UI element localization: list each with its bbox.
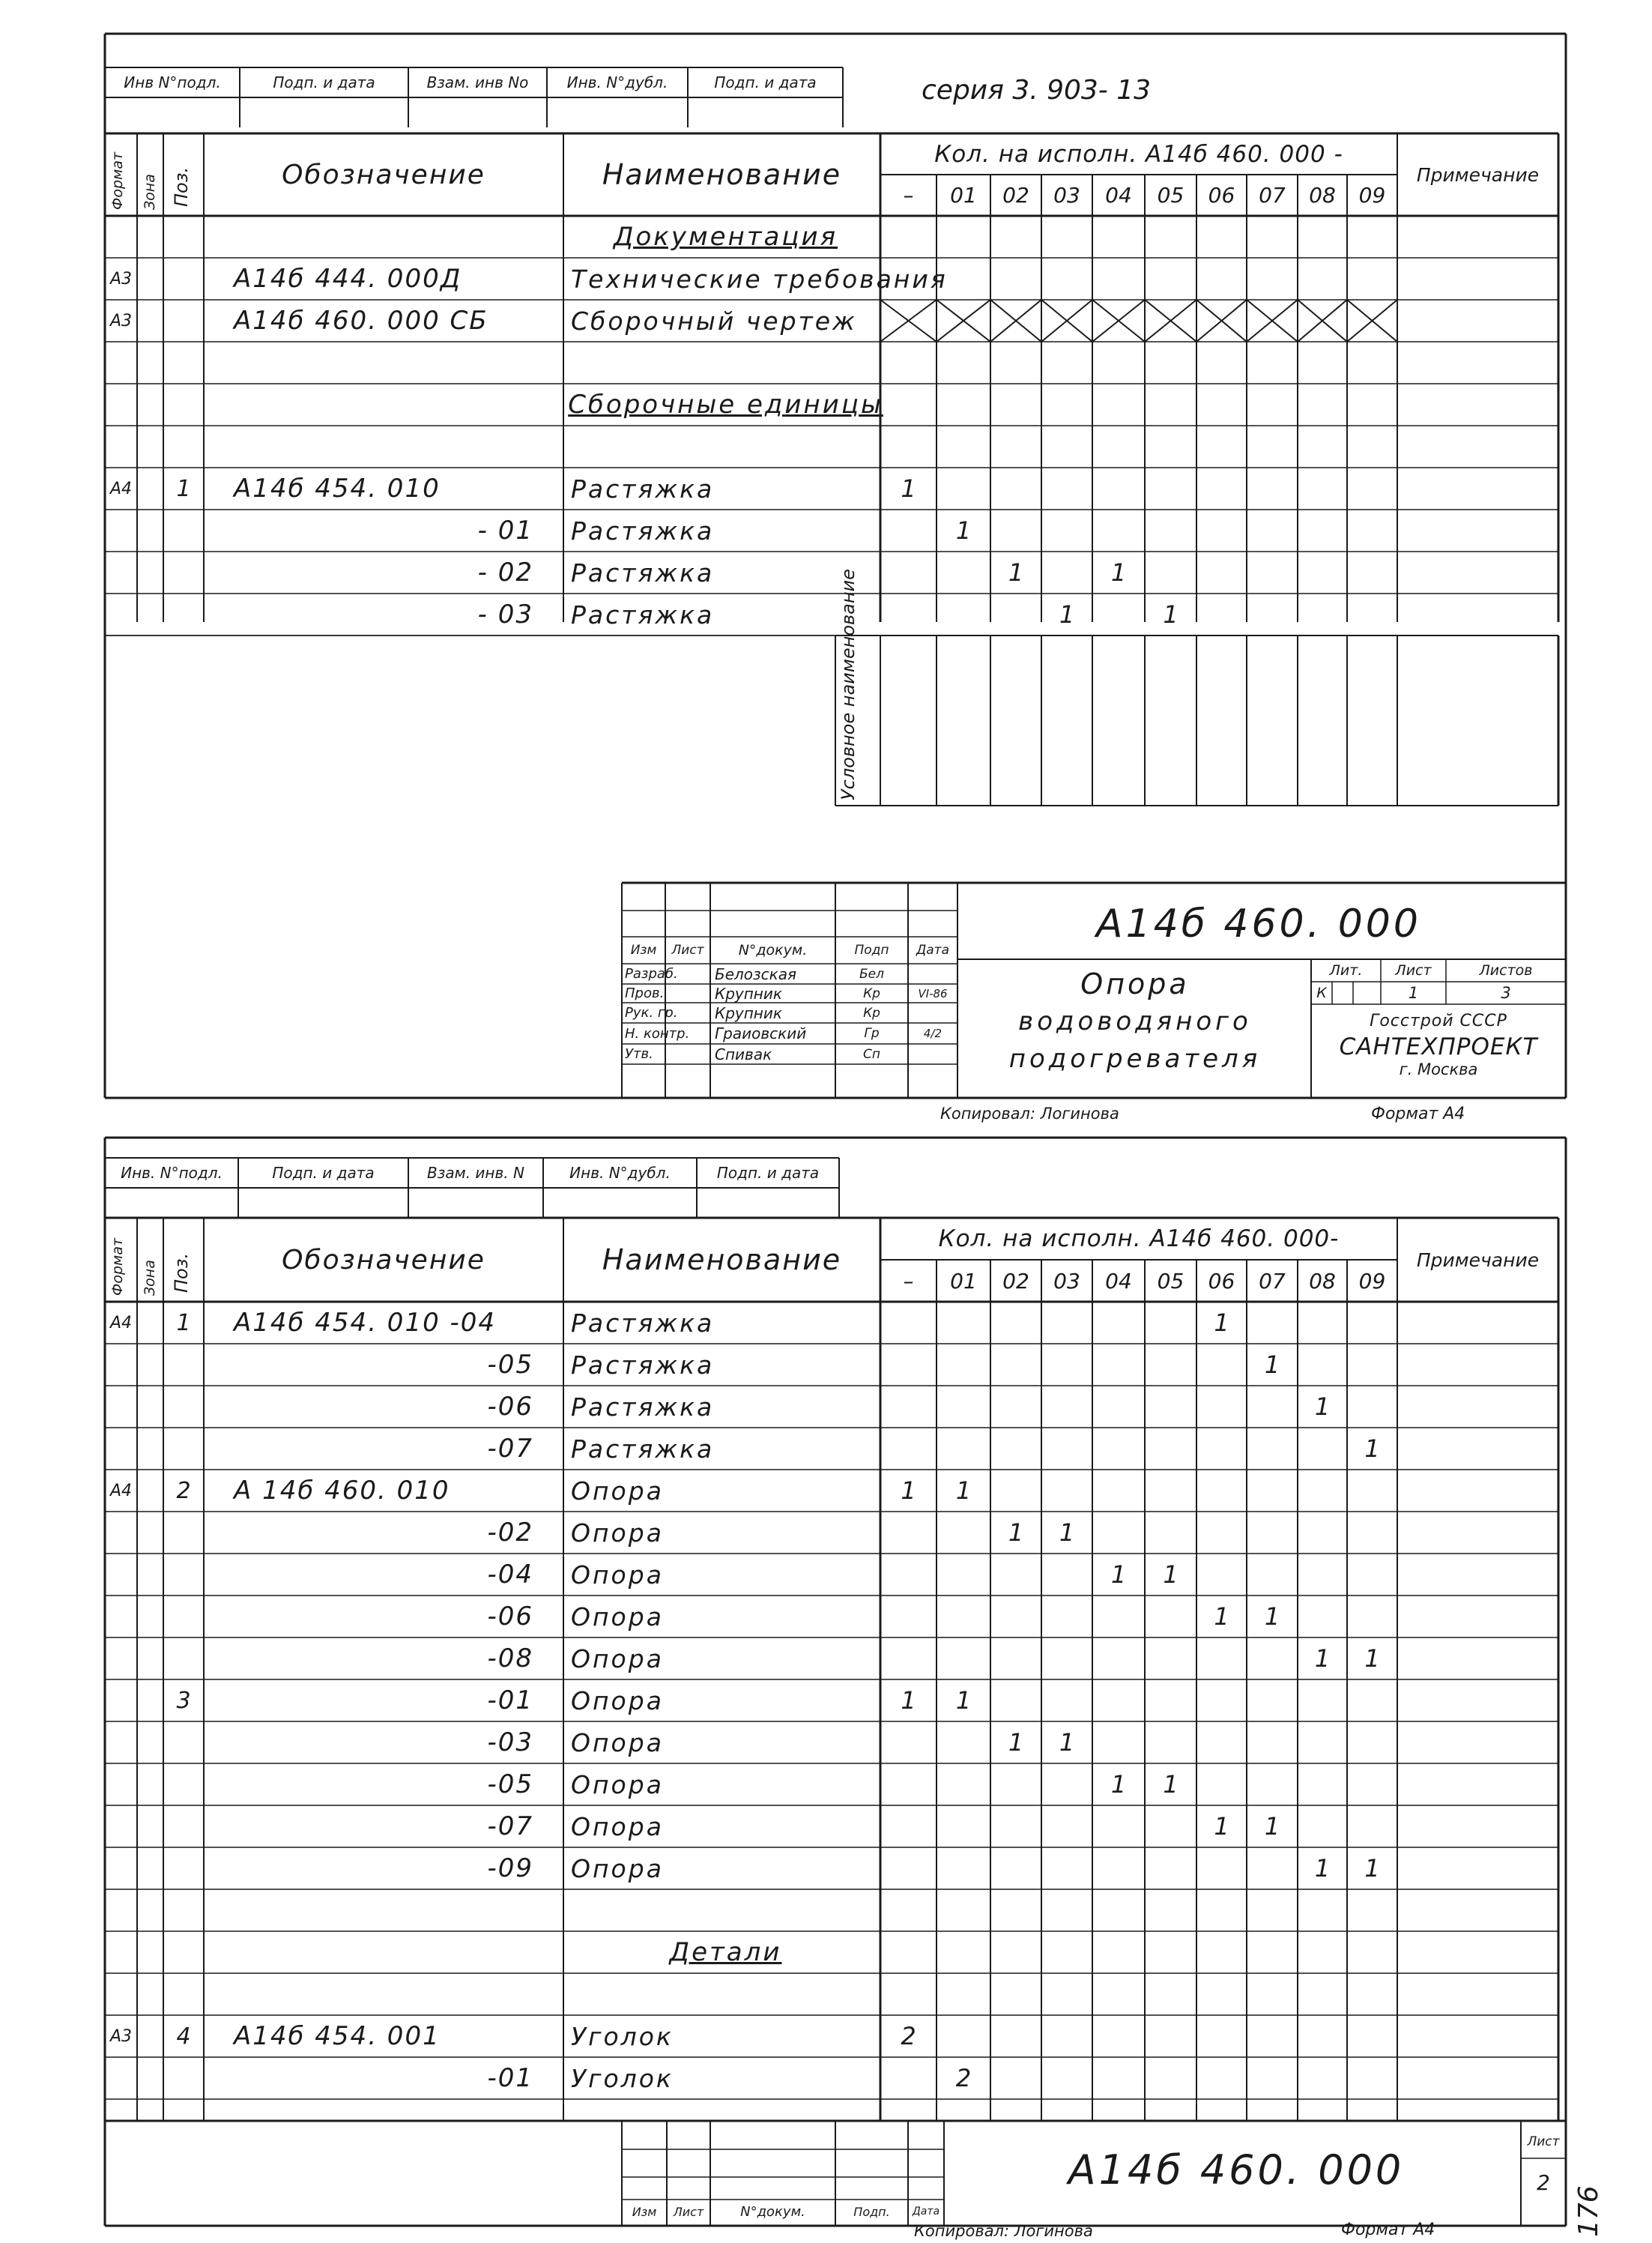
- signer-name: Белозская: [715, 964, 797, 983]
- organization-institute: САНТЕХПРОЕКТ: [1339, 1033, 1538, 1060]
- zone-column-header: Зона: [142, 1260, 158, 1296]
- qty-value: 1: [1008, 558, 1024, 587]
- variant-header-07: 07: [1259, 183, 1286, 208]
- stamp-header-cell: Подп. и дата: [714, 73, 817, 91]
- variant-header-03: 03: [1053, 183, 1080, 208]
- qty-value: 1: [901, 1686, 916, 1715]
- row-designation: А14б 460. 000 СБ: [234, 306, 488, 336]
- row-designation: А14б 444. 000Д: [234, 264, 462, 294]
- signer-date: 4/2: [923, 1027, 943, 1040]
- row-designation: -06: [487, 1392, 533, 1422]
- qty-value: 1: [1110, 1560, 1127, 1589]
- qty-value: 1: [955, 516, 972, 545]
- row-name: Растяжка: [571, 1350, 715, 1380]
- signer-role: Пров.: [625, 985, 665, 1001]
- qty-value: 1: [1059, 1728, 1075, 1757]
- stamp-header-cell: Подп. и дата: [272, 1164, 375, 1182]
- qty-value: 1: [1314, 1392, 1331, 1421]
- format-column-header: Формат: [109, 151, 126, 210]
- qty-value: 1: [1008, 1518, 1024, 1547]
- signer-name: Граиовский: [715, 1024, 807, 1042]
- hdr-list: Лист: [673, 2204, 704, 2219]
- signer-signature: Сп: [863, 1046, 880, 1062]
- variant-header-09: 09: [1358, 183, 1386, 208]
- variant-header-04: 04: [1105, 1268, 1132, 1293]
- hdr-ndoc: N°докум.: [740, 2203, 805, 2220]
- row-position: 4: [176, 2023, 191, 2050]
- qty-value: 1: [1059, 1518, 1075, 1547]
- row-name: Растяжка: [571, 1308, 715, 1338]
- document-number: А14б 460. 000: [1068, 2146, 1405, 2194]
- qty-value: 1: [1264, 1602, 1280, 1631]
- variant-header-08: 08: [1309, 183, 1336, 208]
- organization-ministry: Госстрой СССР: [1370, 1011, 1507, 1030]
- zone-column-header: Зона: [142, 174, 158, 210]
- stamp-header-cell: Взам. инв No: [426, 73, 529, 91]
- row-name: Уголок: [571, 2063, 674, 2093]
- signer-name: Крупник: [715, 1003, 782, 1022]
- row-designation: -01: [487, 1685, 533, 1715]
- qty-value: 1: [955, 1686, 972, 1715]
- signer-role: Разраб.: [625, 966, 678, 982]
- row-position: 2: [176, 1477, 191, 1504]
- row-designation: -09: [487, 1853, 533, 1883]
- row-designation: -05: [487, 1769, 533, 1799]
- remark-column-header: Примечание: [1416, 1249, 1540, 1271]
- qty-value: 1: [1364, 1434, 1380, 1463]
- sheet-label: Лист: [1527, 2134, 1560, 2149]
- row-name: Опора: [571, 1560, 664, 1590]
- row-designation: -07: [487, 1811, 533, 1841]
- variant-header-03: 03: [1053, 1268, 1080, 1293]
- stamp-header-cell: Инв. N°дубл.: [566, 73, 668, 91]
- format-label: Формат А4: [1341, 2220, 1435, 2239]
- row-name: Опора: [571, 1643, 664, 1673]
- signer-signature: Кр: [863, 985, 880, 1001]
- row-name: Опора: [571, 1518, 664, 1548]
- qty-value: 1: [1008, 1728, 1024, 1757]
- pos-column-header: Поз.: [171, 166, 192, 207]
- hdr-date: Дата: [912, 2206, 940, 2218]
- row-position: 1: [176, 1309, 191, 1336]
- qty-value: 1: [1314, 1854, 1331, 1883]
- qty-value: 1: [1059, 600, 1075, 629]
- title-line: водоводяного: [1018, 1006, 1252, 1036]
- row-name: Опора: [571, 1727, 664, 1757]
- signer-role: Н. контр.: [625, 1025, 690, 1042]
- variant-header-06: 06: [1208, 183, 1235, 208]
- stamp-header-cell: Инв N°подл.: [124, 73, 221, 91]
- row-designation: -05: [487, 1350, 533, 1380]
- signer-date: VI-86: [918, 986, 948, 1000]
- signer-name: Крупник: [715, 984, 782, 1003]
- series-label: серия 3. 903- 13: [922, 74, 1152, 106]
- variant-header-02: 02: [1002, 1268, 1029, 1293]
- variant-header-base: –: [903, 1268, 914, 1293]
- row-name: Растяжка: [571, 1434, 715, 1464]
- row-format: А4: [109, 1481, 133, 1500]
- remark-column-header: Примечание: [1416, 163, 1540, 186]
- row-name: Опора: [571, 1769, 664, 1799]
- row-name: Растяжка: [571, 600, 715, 630]
- row-name: Сборочный чертеж: [571, 306, 857, 336]
- row-name: Опора: [571, 1476, 664, 1506]
- row-format: А3: [109, 311, 133, 330]
- page-number: 176: [1573, 2185, 1604, 2237]
- sheets-label: Листов: [1479, 962, 1533, 979]
- variant-header-07: 07: [1259, 1268, 1286, 1293]
- qty-value: 1: [1264, 1812, 1280, 1841]
- variant-header-04: 04: [1105, 183, 1132, 208]
- variant-header-01: 01: [950, 1268, 977, 1293]
- title-line: подогревателя: [1008, 1043, 1262, 1074]
- hdr-date: Дата: [916, 943, 950, 958]
- stamp-header-cell: Инв. N°подл.: [121, 1164, 223, 1182]
- row-format: А3: [109, 269, 133, 289]
- hdr-izm: Изм: [630, 943, 657, 958]
- signer-date: [908, 1003, 957, 1023]
- row-name: Растяжка: [571, 516, 715, 546]
- qty-value: 1: [901, 1476, 916, 1505]
- row-format: А3: [109, 2026, 133, 2046]
- qty-value: 2: [955, 2064, 972, 2092]
- signer-name: Спивак: [715, 1045, 772, 1063]
- row-designation: А14б 454. 010 -04: [234, 1308, 497, 1338]
- row-designation: А14б 454. 001: [234, 2021, 441, 2051]
- variant-header-06: 06: [1208, 1268, 1235, 1293]
- row-position: 1: [176, 475, 191, 502]
- row-format: А4: [109, 1313, 133, 1332]
- variant-header-02: 02: [1002, 183, 1029, 208]
- row-designation: -06: [487, 1602, 533, 1631]
- signer-signature: Гр: [864, 1026, 880, 1041]
- qty-value: 2: [901, 2022, 916, 2050]
- stamp-header-cell: Взам. инв. N: [427, 1164, 524, 1182]
- signer-role: Утв.: [625, 1046, 653, 1062]
- copied-by: Копировал: Логинова: [914, 2222, 1093, 2240]
- conditional-name-label: Условное наименование: [838, 569, 859, 800]
- format-label: Формат А4: [1371, 1104, 1465, 1123]
- row-designation: А14б 454. 010: [234, 474, 441, 504]
- section-heading: Документация: [613, 222, 838, 252]
- qty-value: 1: [901, 474, 916, 503]
- copied-by: Копировал: Логинова: [940, 1105, 1119, 1123]
- row-designation: -04: [487, 1560, 533, 1590]
- name-column-header: Наименование: [602, 158, 842, 191]
- variant-header-09: 09: [1358, 1268, 1386, 1293]
- row-designation: -02: [487, 1518, 533, 1548]
- row-name: Растяжка: [571, 1392, 715, 1422]
- variant-header-base: –: [903, 183, 914, 208]
- sheet-label: Лист: [1395, 962, 1432, 979]
- row-name: Опора: [571, 1811, 664, 1841]
- designation-column-header: Обозначение: [282, 159, 485, 190]
- signer-date: [908, 1044, 957, 1064]
- row-name: Растяжка: [571, 558, 715, 588]
- qty-value: 1: [955, 1476, 972, 1505]
- hdr-podp: Подп: [854, 943, 889, 958]
- variant-header-05: 05: [1157, 183, 1184, 208]
- qty-value: 1: [1110, 1770, 1127, 1799]
- qty-value: 1: [1364, 1854, 1380, 1883]
- hdr-podp: Подп.: [853, 2204, 890, 2219]
- sheets-value: 3: [1501, 984, 1511, 1002]
- lit-label: Лит.: [1329, 962, 1363, 979]
- qty-value: 1: [1163, 1770, 1179, 1799]
- section-heading: Сборочные единицы: [568, 390, 883, 420]
- lit-value: К: [1316, 985, 1327, 1001]
- row-designation: -07: [487, 1434, 533, 1464]
- qty-value: 1: [1314, 1644, 1331, 1673]
- name-column-header: Наименование: [602, 1243, 842, 1276]
- hdr-ndoc: N°докум.: [738, 942, 808, 959]
- stamp-header-cell: Подп. и дата: [716, 1164, 820, 1182]
- qty-value: 1: [1264, 1350, 1280, 1379]
- qty-value: 1: [1214, 1812, 1229, 1841]
- signer-role: Рук. гр.: [625, 1005, 678, 1021]
- row-name: Технические требования: [571, 264, 948, 294]
- qty-value: 1: [1163, 600, 1179, 629]
- format-column-header: Формат: [109, 1237, 126, 1296]
- document-number: А14б 460. 000: [1096, 901, 1421, 947]
- row-designation: -08: [487, 1643, 533, 1673]
- row-name: Опора: [571, 1602, 664, 1631]
- signer-signature: Бел: [859, 966, 884, 982]
- variant-header-01: 01: [950, 183, 977, 208]
- variant-header-08: 08: [1309, 1268, 1336, 1293]
- stamp-header-cell: Инв. N°дубл.: [569, 1164, 671, 1182]
- qty-value: 1: [1110, 558, 1127, 587]
- row-position: 3: [176, 1687, 191, 1714]
- row-designation: А 14б 460. 010: [234, 1476, 450, 1506]
- organization-city: г. Москва: [1399, 1060, 1478, 1078]
- row-name: Уголок: [571, 2021, 674, 2051]
- section-heading: Детали: [669, 1937, 782, 1967]
- row-designation: -01: [487, 2063, 533, 2093]
- qty-column-title: Кол. на исполн. А14б 460. 000 -: [934, 140, 1343, 168]
- stamp-header-cell: Подп. и дата: [273, 73, 375, 91]
- qty-value: 1: [1214, 1602, 1229, 1631]
- qty-value: 1: [1163, 1560, 1179, 1589]
- pos-column-header: Поз.: [171, 1252, 192, 1293]
- hdr-list: Лист: [671, 943, 704, 958]
- variant-header-05: 05: [1157, 1268, 1184, 1293]
- row-name: Опора: [571, 1853, 664, 1883]
- hdr-izm: Изм: [632, 2204, 657, 2219]
- qty-value: 1: [1214, 1308, 1229, 1337]
- sheet-value: 2: [1537, 2170, 1550, 2195]
- qty-column-title: Кол. на исполн. А14б 460. 000-: [938, 1225, 1340, 1252]
- title-line: Опора: [1080, 967, 1190, 1000]
- row-designation: - 03: [477, 600, 533, 630]
- row-name: Растяжка: [571, 474, 715, 504]
- signer-date: [908, 964, 957, 984]
- row-designation: - 01: [477, 516, 533, 546]
- qty-value: 1: [1364, 1644, 1380, 1673]
- row-format: А4: [109, 479, 133, 498]
- signer-signature: Кр: [863, 1005, 880, 1021]
- row-name: Опора: [571, 1685, 664, 1715]
- row-designation: - 02: [477, 558, 533, 588]
- sheet-value: 1: [1408, 984, 1419, 1002]
- designation-column-header: Обозначение: [282, 1244, 485, 1276]
- row-designation: -03: [487, 1727, 533, 1757]
